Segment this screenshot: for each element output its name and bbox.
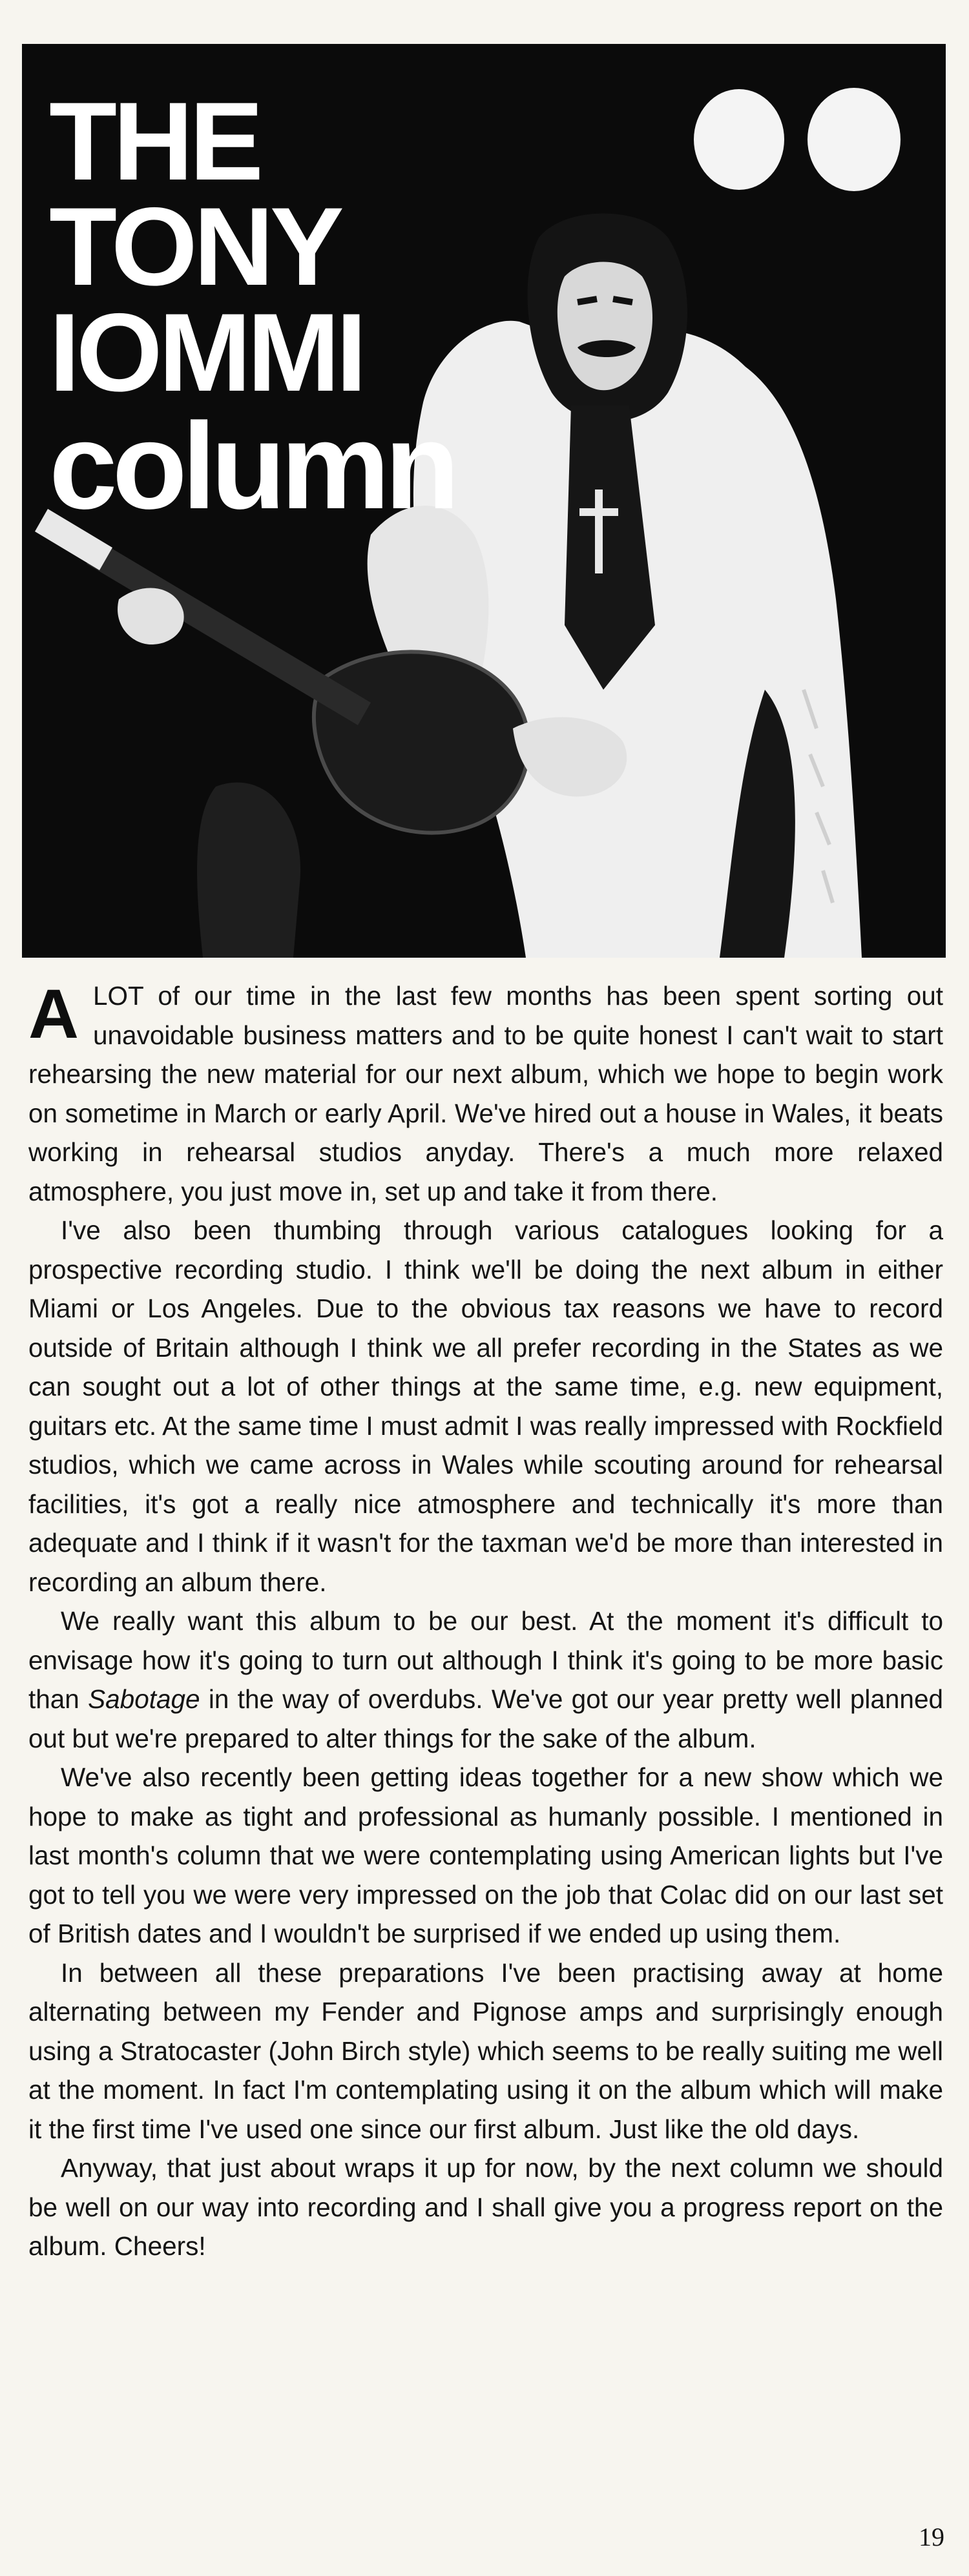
headline-column: column xyxy=(49,398,455,535)
headline-iommi: IOMMI xyxy=(49,290,363,415)
article-body xyxy=(28,976,943,2266)
album-title-sabotage: Sabotage xyxy=(88,1684,200,1714)
page-number: 19 xyxy=(919,2522,944,2551)
article-paragraph-3 xyxy=(28,1602,943,1758)
article-paragraph-6: Anyway, that just about wraps it up for now, by the next column we should be well on our way into recording and I shall give you a progress report on the album. Cheers! xyxy=(28,2153,943,2261)
photo-panel xyxy=(22,44,946,958)
article-paragraph-2: I've also been thumbing through various catalogues looking for a prospective recording studio. I think we'll be doing the next album in either Miami or Los Angeles. Due to the obvious tax reasons we have to record outside of Britain although I think we all prefer recording in the States as we can sought out a lot of other things at the same time, e.g. new equipment, guitars etc. At the same time I must admit I was really impressed with Rockfield studios, which we came across in Wales while scouting around for rehearsal facilities, it's got a really nice atmosphere and technically it's more than adequate and I think if it wasn't for the taxman we'd be more than interested in recording an album there. xyxy=(28,1215,943,1597)
article-paragraph-5: In between all these preparations I've been practising away at home alternating between my Fender and Pignose amps and surprisingly enough using a Stratocaster (John Birch style) which seems to be really suiting me well at the moment. In fact I'm contemplating using it on the album which will make it the first time I've used one since our first album. Just like the old days. xyxy=(28,1957,943,2144)
paragraph-3-text-a: We really want this album to be our best. At the moment it's difficult to envisage how it's going to turn out although I think it's going to be more basic than xyxy=(28,1606,943,1714)
article-paragraph-1 xyxy=(28,976,943,1211)
column-headline xyxy=(49,79,455,535)
headline-tony: TONY xyxy=(49,185,340,309)
article-paragraph-4: We've also recently been getting ideas together for a new show which we hope to make as tight and professional as humanly possible. I mentioned in last month's column that we were contemplating using American lights but I've got to tell you we were very impressed on the job that Colac did on our last set of British dates and I wouldn't be surprised if we ended up using them. xyxy=(28,1762,943,1948)
paragraph-1-text: LOT of our time in the last few months has been spent sorting out unavoidable business matters and to be quite honest I can't wait to start rehearsing the new material for our next album, which we hope to begin work on sometime in March or early April. We've hired out a house in Wales, it beats working in rehearsal studios anyday. There's a much more relaxed atmosphere, you just move in, set up and take it from there. xyxy=(28,981,943,1206)
paragraph-3-text-b: in the way of overdubs. We've got our year pretty well planned out but we're prepared to alter things for the sake of the album. xyxy=(28,1684,944,1753)
headline-the: THE xyxy=(49,79,260,203)
drop-cap: A xyxy=(28,974,79,1053)
